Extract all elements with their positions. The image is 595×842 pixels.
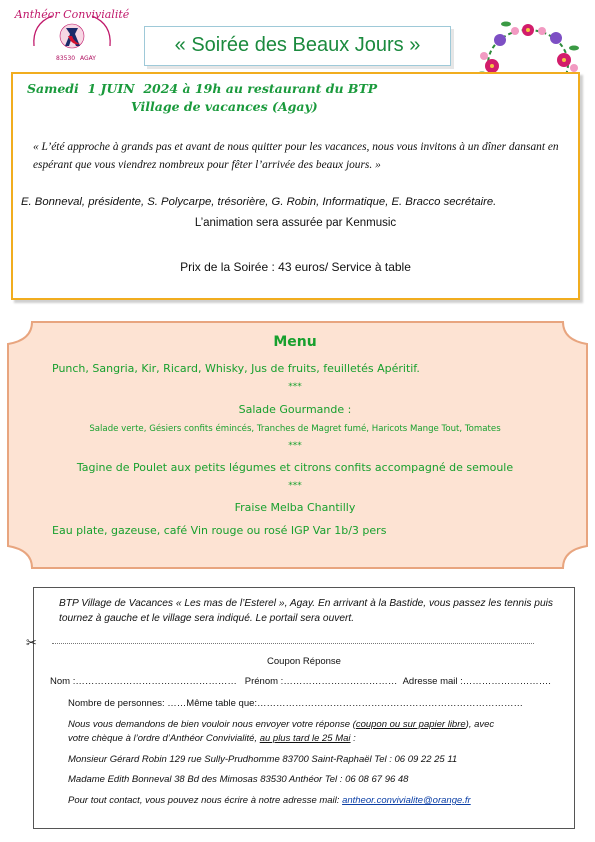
name-field-row[interactable] — [50, 676, 551, 687]
event-info-box — [11, 72, 580, 300]
contact-email-line — [68, 794, 471, 808]
page-title: « Soirée des Beaux Jours » — [174, 34, 421, 56]
price-line: Prix de la Soirée : 43 euros/ Service à table — [180, 260, 411, 274]
contact-robin: Monsieur Gérard Robin 129 rue Sully-Prudhomme 83700 Saint-Raphaël Tel : 06 09 22 25 11 — [68, 754, 458, 765]
directions-text: BTP Village de Vacances « Les mas de l’Esterel », Agay. En arrivant à la Bastide, vous passez les tennis puis tournez à gauche et le village sera indiqué. Le portail sera ouvert. — [59, 598, 553, 624]
menu-starter-title: Salade Gourmande : — [238, 403, 352, 416]
coupon-title: Coupon Réponse — [267, 656, 341, 667]
persons-label: Nombre de personnes: ……Même table que: — [68, 698, 258, 709]
prenom-dots: ……………………………… — [283, 676, 398, 687]
coupon-box — [26, 587, 575, 829]
scissors-icon: ✂ — [26, 636, 37, 651]
logo-town: AGAY — [80, 55, 96, 62]
committee-members: E. Bonneval, présidente, S. Polycarpe, trésorière, G. Robin, Informatique, E. Bracco secrétaire. — [21, 196, 497, 208]
adresse-dots: ………………………. — [462, 676, 551, 687]
request-text — [68, 718, 568, 746]
request-line-1: Nous vous demandons de bien vouloir nous envoyer votre réponse (coupon ou sur papier libre), avec — [68, 719, 495, 730]
antheor-logo — [14, 6, 130, 66]
menu-dessert: Fraise Melba Chantilly — [234, 501, 356, 514]
menu-starter-detail: Salade verte, Gésiers confits émincés, Tranches de Magret fumé, Haricots Mange Tout, Tomates — [89, 424, 501, 434]
logo-name: Anthéor Convivialité — [14, 8, 130, 21]
contact-bonneval: Madame Edith Bonneval 38 Bd des Mimosas 83530 Anthéor Tel : 06 08 67 96 48 — [68, 774, 409, 785]
event-venue-line: Village de vacances (Agay) — [131, 99, 318, 114]
title-box — [144, 26, 451, 66]
logo-postal: 83530 — [56, 55, 76, 62]
menu-separator: *** — [288, 441, 302, 451]
menu-content — [30, 334, 560, 564]
adresse-label: Adresse mail : — [402, 676, 463, 687]
email-link[interactable]: antheor.convivialite@orange.fr — [342, 795, 471, 806]
animation-notice: L’animation sera assurée par Kenmusic — [194, 217, 397, 229]
menu-separator: *** — [288, 382, 302, 392]
nom-label: Nom : — [50, 676, 76, 687]
event-date-line: Samedi 1 JUIN 2024 à 19h au restaurant du BTP — [27, 81, 378, 96]
contact-email-text: Pour tout contact, vous pouvez nous écrire à notre adresse mail: — [68, 795, 343, 806]
cut-line — [52, 643, 534, 644]
menu-title: Menu — [273, 334, 317, 350]
persons-field-row[interactable] — [68, 698, 523, 709]
menu-aperitif: Punch, Sangria, Kir, Ricard, Whisky, Jus de fruits, feuilletés Apéritif. — [52, 362, 420, 375]
request-line-2: votre chèque à l’ordre d’Anthéor Convivialité, au plus tard le 25 Mai : — [68, 733, 356, 744]
prenom-label: Prénom : — [244, 676, 284, 687]
menu-separator: *** — [288, 481, 302, 491]
menu-main-course: Tagine de Poulet aux petits légumes et citrons confits accompagné de semoule — [76, 461, 514, 474]
persons-dots: ………………………………………………………………………… — [257, 698, 524, 709]
invitation-quote: « L’été approche à grands pas et avant de nous quitter pour les vacances, nous vous invitons à un dîner dansant en espérant que vous viendrez nombreux pour fêter l’arrivée des beaux jours. » — [33, 141, 559, 171]
menu-drinks: Eau plate, gazeuse, café Vin rouge ou rosé IGP Var 1b/3 pers — [52, 524, 387, 537]
nom-dots: …………………………………………… — [75, 676, 237, 687]
